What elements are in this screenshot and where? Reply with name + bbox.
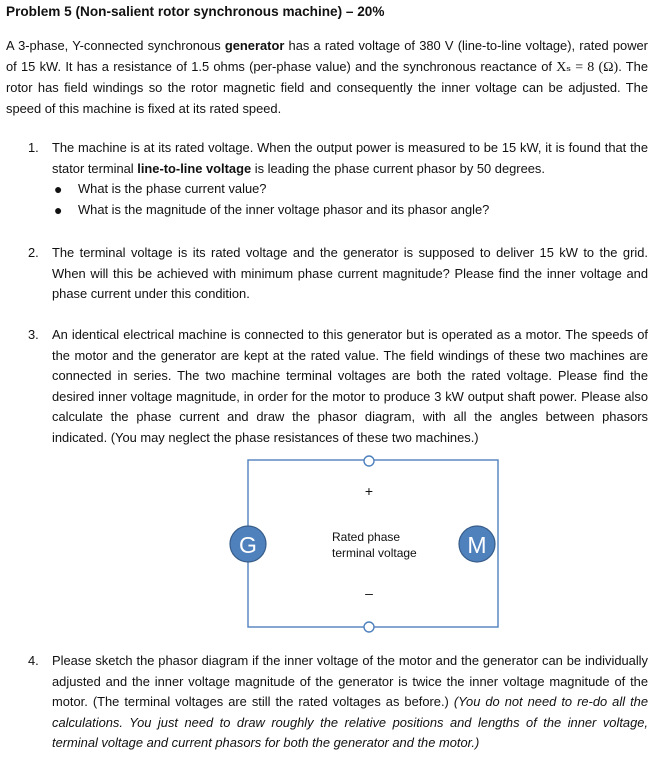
reactance-formula: Xₛ = 8 (Ω): [556, 59, 619, 75]
terminal-voltage-caption-line1: Rated phase: [332, 530, 401, 544]
question-text: The terminal voltage is its rated voltage and the generator is supposed to deliver 15 kW to the grid. When will this be achieved with minimum phase current magnitude? Please find the inner voltage and phase current under this condition.: [52, 245, 648, 302]
question-text: [52, 651, 648, 754]
question-number: 4.: [28, 653, 39, 668]
question-text: An identical electrical machine is connected to this generator but is operated as a motor. The speeds of the motor and the generator are kept at the rated value. The field windings of these two machines are connected in series. The two machine terminal voltages are both the rated voltage. Please find the desired inner voltage magnitude, in order for the motor to produce 3 kW output shaft power. Please also calculate the phase current and draw the phasor diagram, with all the angles between phasors indicated. (You may neglect the phase resistances of these two machines.): [52, 327, 648, 445]
terminal-voltage-caption-line2: terminal voltage: [332, 546, 417, 560]
question-number: 1.: [28, 140, 39, 155]
intro-text: . The rotor has field windings so the rotor magnetic field and consequently the inner voltage can be adjusted. The speed of this machine is fixed at its rated speed.: [6, 58, 648, 116]
question-number: 2.: [28, 245, 39, 260]
intro-bold-generator: generator: [224, 38, 285, 53]
bottom-terminal-node: [364, 622, 374, 632]
bullet-text: What is the magnitude of the inner voltage phasor and its phasor angle?: [78, 201, 490, 217]
top-terminal-node: [364, 456, 374, 466]
question-1: [28, 138, 648, 220]
question-3: [28, 325, 648, 449]
bullet-dot-icon: ●: [54, 181, 63, 198]
intro-text: has a rated voltage of 380 V (line-to-line voltage), rated power of 15 kW. It has a resistance of 1.5 ohms (per-phase value) and the synchronous reactance of: [6, 38, 648, 74]
question-4: [28, 651, 648, 754]
bullet-text: What is the phase current value?: [78, 181, 267, 197]
question-italic-note: (You do not need to re-do all the calculations. You just need to draw roughly the relative positions and lengths of the inner voltage, terminal voltage and current phasors for both the generator and the motor.): [52, 694, 648, 751]
generator-label: G: [239, 532, 257, 558]
problem-intro: [6, 36, 648, 119]
question-number: 3.: [28, 327, 39, 342]
bullet-item: [52, 179, 648, 200]
question-2: [28, 243, 648, 305]
question-text-part: Please sketch the phasor diagram if the inner voltage of the motor and the generator can be individually adjusted and the inner voltage magnitude of the generator is twice the inner voltage magnitude of the motor. (The terminal voltages are still the rated voltages as before.): [52, 653, 648, 710]
question-text: [52, 138, 648, 179]
bullet-dot-icon: ●: [54, 201, 63, 218]
circuit-diagram: [220, 455, 520, 640]
motor-label: M: [467, 532, 487, 558]
minus-sign: –: [365, 585, 373, 601]
intro-text: A 3-phase, Y-connected synchronous: [6, 38, 225, 53]
bullet-item: [52, 200, 648, 221]
question-bold-text: line-to-line voltage: [137, 160, 252, 176]
problem-title: Problem 5 (Non-salient rotor synchronous machine) – 20%: [6, 4, 385, 19]
question-text-part: is leading the phase current phasor by 50 degrees.: [251, 160, 545, 176]
plus-sign: +: [364, 483, 374, 499]
question-text-part: The machine is at its rated voltage. When the output power is measured to be 15 kW, it is found that the stator terminal: [52, 140, 648, 176]
